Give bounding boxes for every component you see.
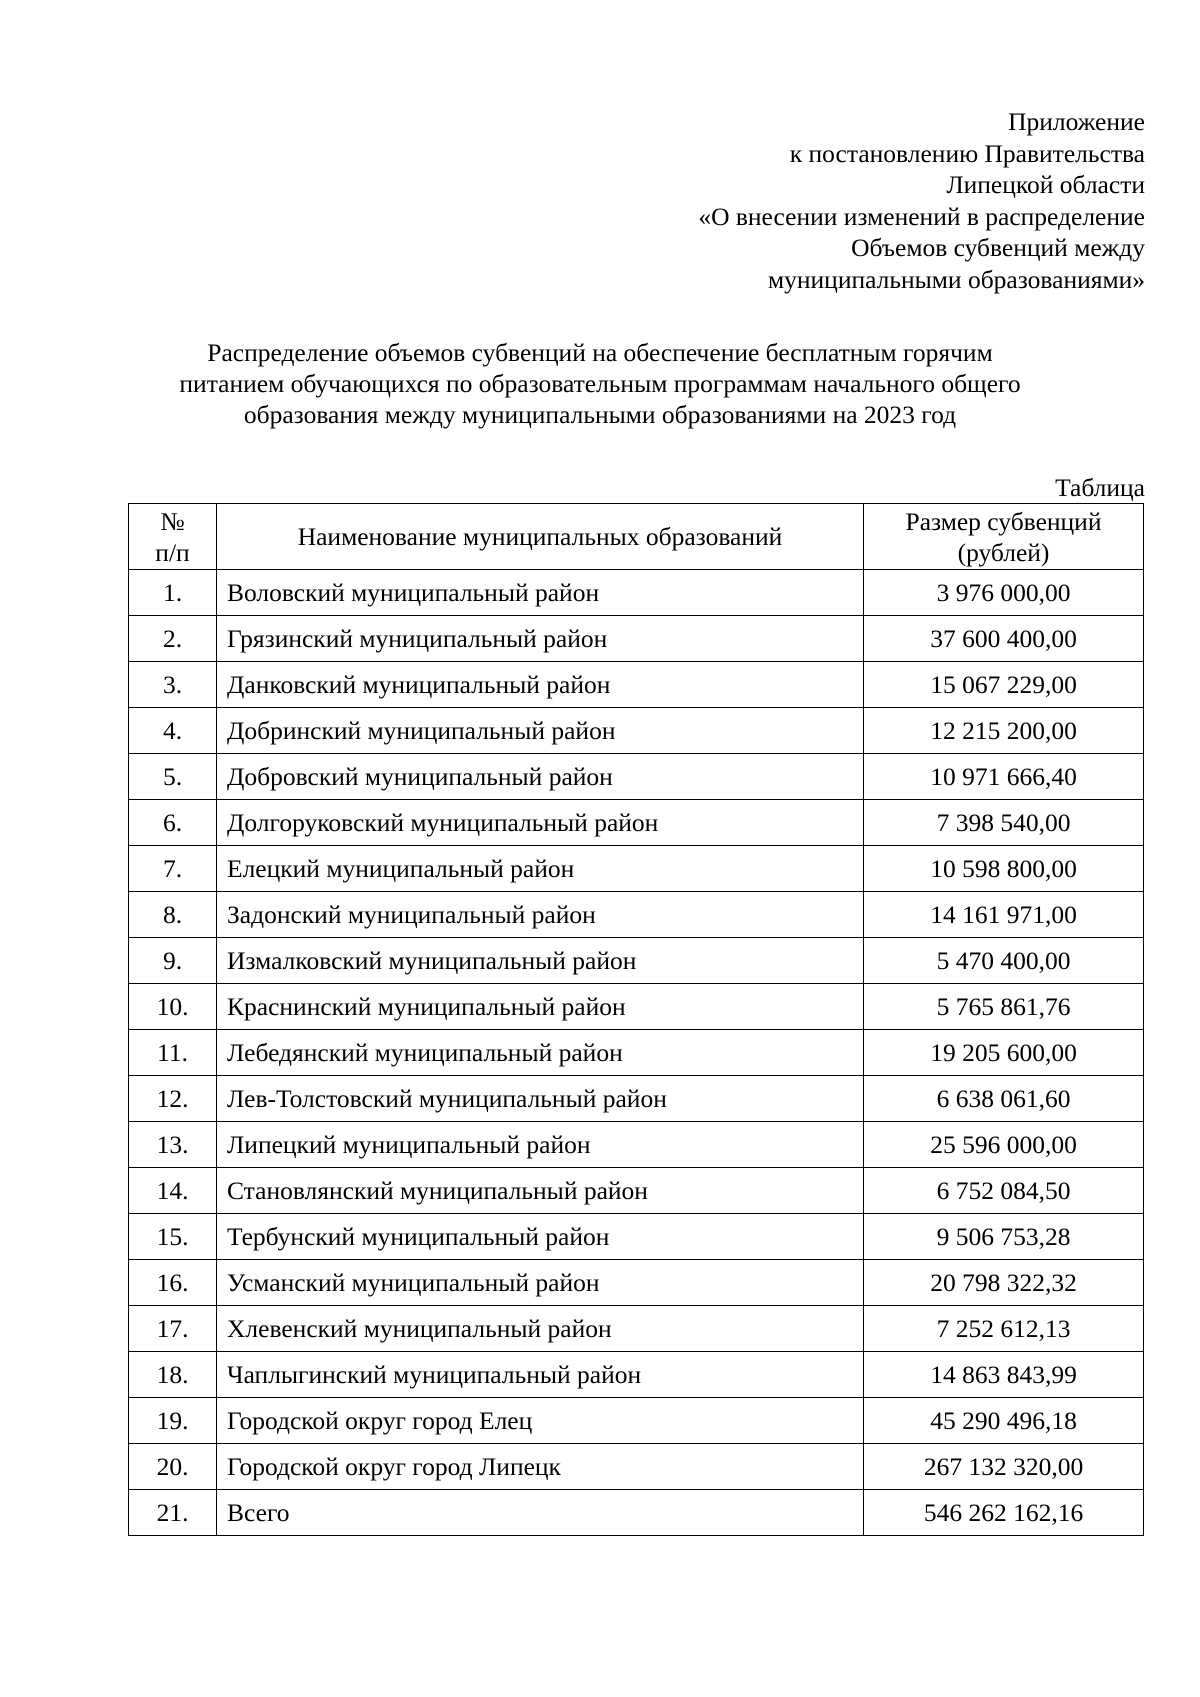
subsidy-table [128,503,1144,1536]
header-amount-title: Размер субвенций [905,506,1102,536]
row-number: 2. [129,616,217,662]
table-label: Таблица [1055,473,1145,502]
row-amount: 546 262 162,16 [864,1490,1144,1536]
row-amount: 20 798 322,32 [864,1260,1144,1306]
row-number: 13. [129,1122,217,1168]
row-municipality: Краснинский муниципальный район [217,984,864,1030]
row-amount: 37 600 400,00 [864,616,1144,662]
row-municipality: Елецкий муниципальный район [217,846,864,892]
row-amount: 6 638 061,60 [864,1076,1144,1122]
title-line: Распределение объемов субвенций на обеспечение бесплатным горячим [207,338,993,367]
appendix-line: к постановлению Правительства [789,138,1145,168]
row-amount: 267 132 320,00 [864,1444,1144,1490]
header-number-abbr: п/п [155,537,190,567]
header-number [129,504,217,570]
table-row [129,1076,1144,1122]
row-amount: 14 161 971,00 [864,892,1144,938]
row-number: 10. [129,984,217,1030]
row-municipality: Хлевенский муниципальный район [217,1306,864,1352]
row-number: 5. [129,754,217,800]
row-amount: 9 506 753,28 [864,1214,1144,1260]
row-number: 17. [129,1306,217,1352]
appendix-block [445,106,1145,295]
header-amount [864,504,1144,570]
row-number: 18. [129,1352,217,1398]
row-amount: 45 290 496,18 [864,1398,1144,1444]
title-line: питанием обучающихся по образовательным программам начального общего [179,369,1021,398]
row-number: 19. [129,1398,217,1444]
row-municipality: Задонский муниципальный район [217,892,864,938]
row-amount: 25 596 000,00 [864,1122,1144,1168]
row-amount: 6 752 084,50 [864,1168,1144,1214]
appendix-line: Липецкой области [946,170,1145,199]
row-amount: 19 205 600,00 [864,1030,1144,1076]
appendix-line: Объемов субвенций между [851,233,1145,262]
table-row [129,1352,1144,1398]
title-line: образования между муниципальными образованиями на 2023 год [243,400,957,429]
table-row [129,892,1144,938]
table-row [129,1214,1144,1260]
table-row [129,1168,1144,1214]
row-number: 6. [129,800,217,846]
header-amount-unit: (рублей) [957,537,1050,567]
appendix-line: «О внесении изменений в распределение [698,201,1145,231]
table-row [129,1030,1144,1076]
row-number: 9. [129,938,217,984]
appendix-line: муниципальными образованиями» [768,264,1145,294]
table-row [129,1306,1144,1352]
table-row [129,754,1144,800]
row-amount: 12 215 200,00 [864,708,1144,754]
row-number: 12. [129,1076,217,1122]
row-municipality: Чаплыгинский муниципальный район [217,1352,864,1398]
table-row [129,1122,1144,1168]
row-municipality: Добровский муниципальный район [217,754,864,800]
table-row [129,1490,1144,1536]
row-amount: 7 252 612,13 [864,1306,1144,1352]
table-row [129,616,1144,662]
row-municipality: Городской округ город Елец [217,1398,864,1444]
table-row [129,1444,1144,1490]
row-amount: 5 470 400,00 [864,938,1144,984]
row-municipality: Измалковский муниципальный район [217,938,864,984]
row-amount: 15 067 229,00 [864,662,1144,708]
row-number: 15. [129,1214,217,1260]
row-number: 16. [129,1260,217,1306]
row-amount: 7 398 540,00 [864,800,1144,846]
row-municipality: Всего [217,1490,864,1536]
row-number: 4. [129,708,217,754]
row-amount: 3 976 000,00 [864,570,1144,616]
table-row [129,984,1144,1030]
row-number: 21. [129,1490,217,1536]
row-municipality: Лев-Толстовский муниципальный район [217,1076,864,1122]
document-title [140,337,1060,430]
row-number: 7. [129,846,217,892]
row-amount: 10 598 800,00 [864,846,1144,892]
header-name: Наименование муниципальных образований [217,504,864,570]
row-municipality: Грязинский муниципальный район [217,616,864,662]
row-municipality: Становлянский муниципальный район [217,1168,864,1214]
table-row [129,1260,1144,1306]
row-number: 8. [129,892,217,938]
row-municipality: Добринский муниципальный район [217,708,864,754]
row-number: 1. [129,570,217,616]
row-amount: 14 863 843,99 [864,1352,1144,1398]
table-row [129,1398,1144,1444]
row-number: 14. [129,1168,217,1214]
appendix-line: Приложение [1008,107,1145,136]
row-number: 3. [129,662,217,708]
table-row [129,570,1144,616]
row-municipality: Липецкий муниципальный район [217,1122,864,1168]
row-municipality: Усманский муниципальный район [217,1260,864,1306]
table-row [129,708,1144,754]
row-amount: 10 971 666,40 [864,754,1144,800]
table-row [129,938,1144,984]
table-row [129,662,1144,708]
row-municipality: Лебедянский муниципальный район [217,1030,864,1076]
table-row [129,846,1144,892]
row-municipality: Городской округ город Липецк [217,1444,864,1490]
row-municipality: Долгоруковский муниципальный район [217,800,864,846]
table-header-row [129,504,1144,570]
row-number: 11. [129,1030,217,1076]
table-body [129,570,1144,1536]
header-number-sign: № [160,506,185,536]
table-row [129,800,1144,846]
row-municipality: Воловский муниципальный район [217,570,864,616]
row-number: 20. [129,1444,217,1490]
row-municipality: Тербунский муниципальный район [217,1214,864,1260]
row-amount: 5 765 861,76 [864,984,1144,1030]
row-municipality: Данковский муниципальный район [217,662,864,708]
